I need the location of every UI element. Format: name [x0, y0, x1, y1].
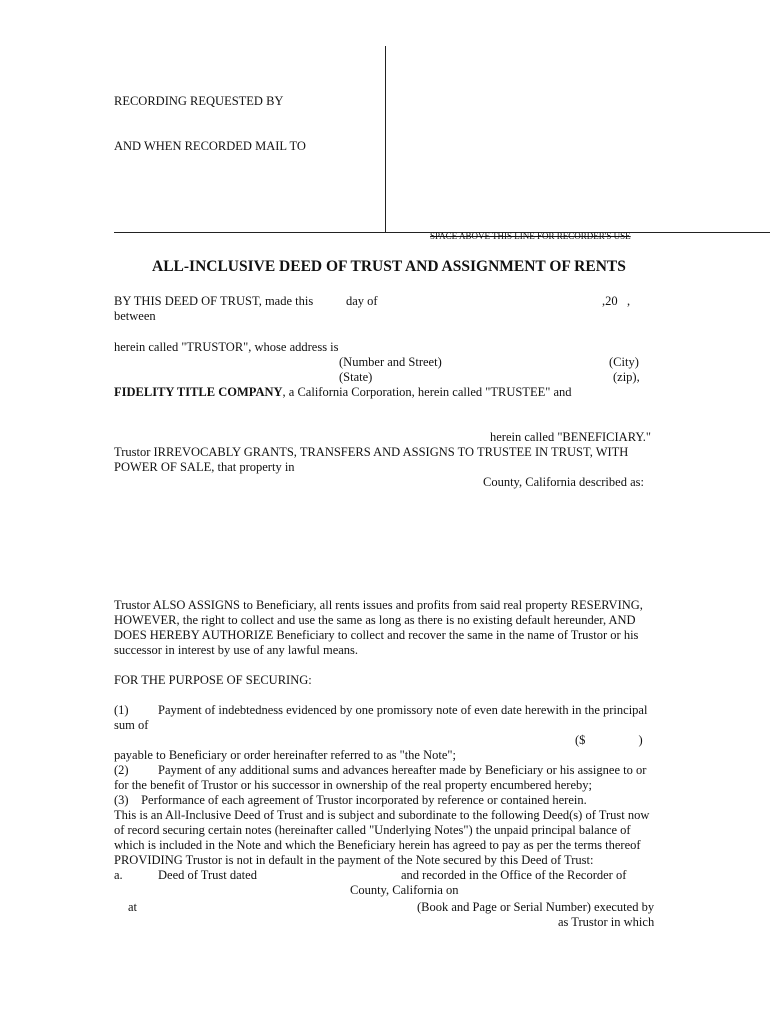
item-1-cont: sum of — [114, 718, 149, 732]
recording-requested-by: RECORDING REQUESTED BY — [114, 94, 284, 108]
county-california-on: County, California on — [350, 883, 459, 897]
item-a-label: a. — [114, 868, 123, 882]
book-page-executed: (Book and Page or Serial Number) executed by — [417, 900, 655, 914]
assigns-line-4: successor in interest by use of any lawful means. — [114, 643, 359, 657]
state-label: (State) — [339, 370, 373, 384]
assigns-line-2: HOWEVER, the right to collect and use the same as long as there is no existing default hereunder, AND — [114, 613, 636, 627]
all-inclusive-line-3: which is included in the Note and which the Beneficiary herein has agreed to pay as per the terms thereof — [114, 838, 641, 852]
beneficiary-called: herein called "BENEFICIARY." — [490, 430, 651, 444]
between: between — [114, 309, 156, 323]
grants-line-1: Trustor IRREVOCABLY GRANTS, TRANSFERS AND ASSIGNS TO TRUSTEE IN TRUST, WITH — [114, 445, 629, 459]
day-of: day of — [346, 294, 378, 308]
trustor-called: herein called "TRUSTOR", whose address is — [114, 340, 339, 354]
item-1-number: (1) — [114, 703, 129, 717]
as-trustor-in-which: as Trustor in which — [558, 915, 655, 929]
item-2-cont: for the benefit of Trustor or his successor in ownership of the real property encumbered hereby; — [114, 778, 592, 792]
document-title: ALL-INCLUSIVE DEED OF TRUST AND ASSIGNMENT OF RENTS — [152, 258, 626, 275]
principal-amount: ($ ) — [575, 733, 643, 747]
trustee-company: FIDELITY TITLE COMPANY — [114, 385, 283, 399]
item-1-text: Payment of indebtedness evidenced by one promissory note of even date herewith in the principal — [158, 703, 648, 717]
number-street-label: (Number and Street) — [339, 355, 442, 369]
assigns-line-1: Trustor ALSO ASSIGNS to Beneficiary, all rents issues and profits from said real property RESERVING, — [114, 598, 643, 612]
all-inclusive-line-2: of record securing certain notes (hereinafter called "Underlying Notes") the unpaid principal balance of — [114, 823, 631, 837]
all-inclusive-line-1: This is an All-Inclusive Deed of Trust and is subject and subordinate to the following Deed(s) of Trust now — [114, 808, 650, 822]
zip-label: (zip), — [613, 370, 640, 384]
deed-dated: Deed of Trust dated — [158, 868, 257, 882]
county-described: County, California described as: — [483, 475, 644, 489]
trustee-line — [114, 385, 572, 400]
city-label: (City) — [609, 355, 639, 369]
recorder-box-divider — [385, 46, 386, 232]
when-recorded-mail-to: AND WHEN RECORDED MAIL TO — [114, 139, 306, 153]
item-2-text: Payment of any additional sums and advances hereafter made by Beneficiary or his assignee to or — [158, 763, 647, 777]
item-3-text: (3) Performance of each agreement of Trustor incorporated by reference or contained herein. — [114, 793, 587, 807]
purpose-heading: FOR THE PURPOSE OF SECURING: — [114, 673, 312, 687]
by-this-deed: BY THIS DEED OF TRUST, made this — [114, 294, 314, 308]
at-label: at — [128, 900, 138, 914]
payable-line: payable to Beneficiary or order hereinafter referred to as "the Note"; — [114, 748, 456, 762]
recorded-in-office: and recorded in the Office of the Recorder of — [401, 868, 627, 882]
item-2-number: (2) — [114, 763, 129, 777]
grants-line-2: POWER OF SALE, that property in — [114, 460, 295, 474]
assigns-line-3: DOES HEREBY AUTHORIZE Beneficiary to collect and recover the same in the name of Trustor or his — [114, 628, 639, 642]
trustee-rest: , a California Corporation, herein called "TRUSTEE" and — [282, 385, 572, 399]
space-above-line-label: SPACE ABOVE THIS LINE FOR RECORDER'S USE — [430, 231, 631, 241]
all-inclusive-line-4: PROVIDING Trustor is not in default in the payment of the Note secured by this Deed of Trust: — [114, 853, 594, 867]
year-field: ,20 , — [602, 294, 631, 308]
